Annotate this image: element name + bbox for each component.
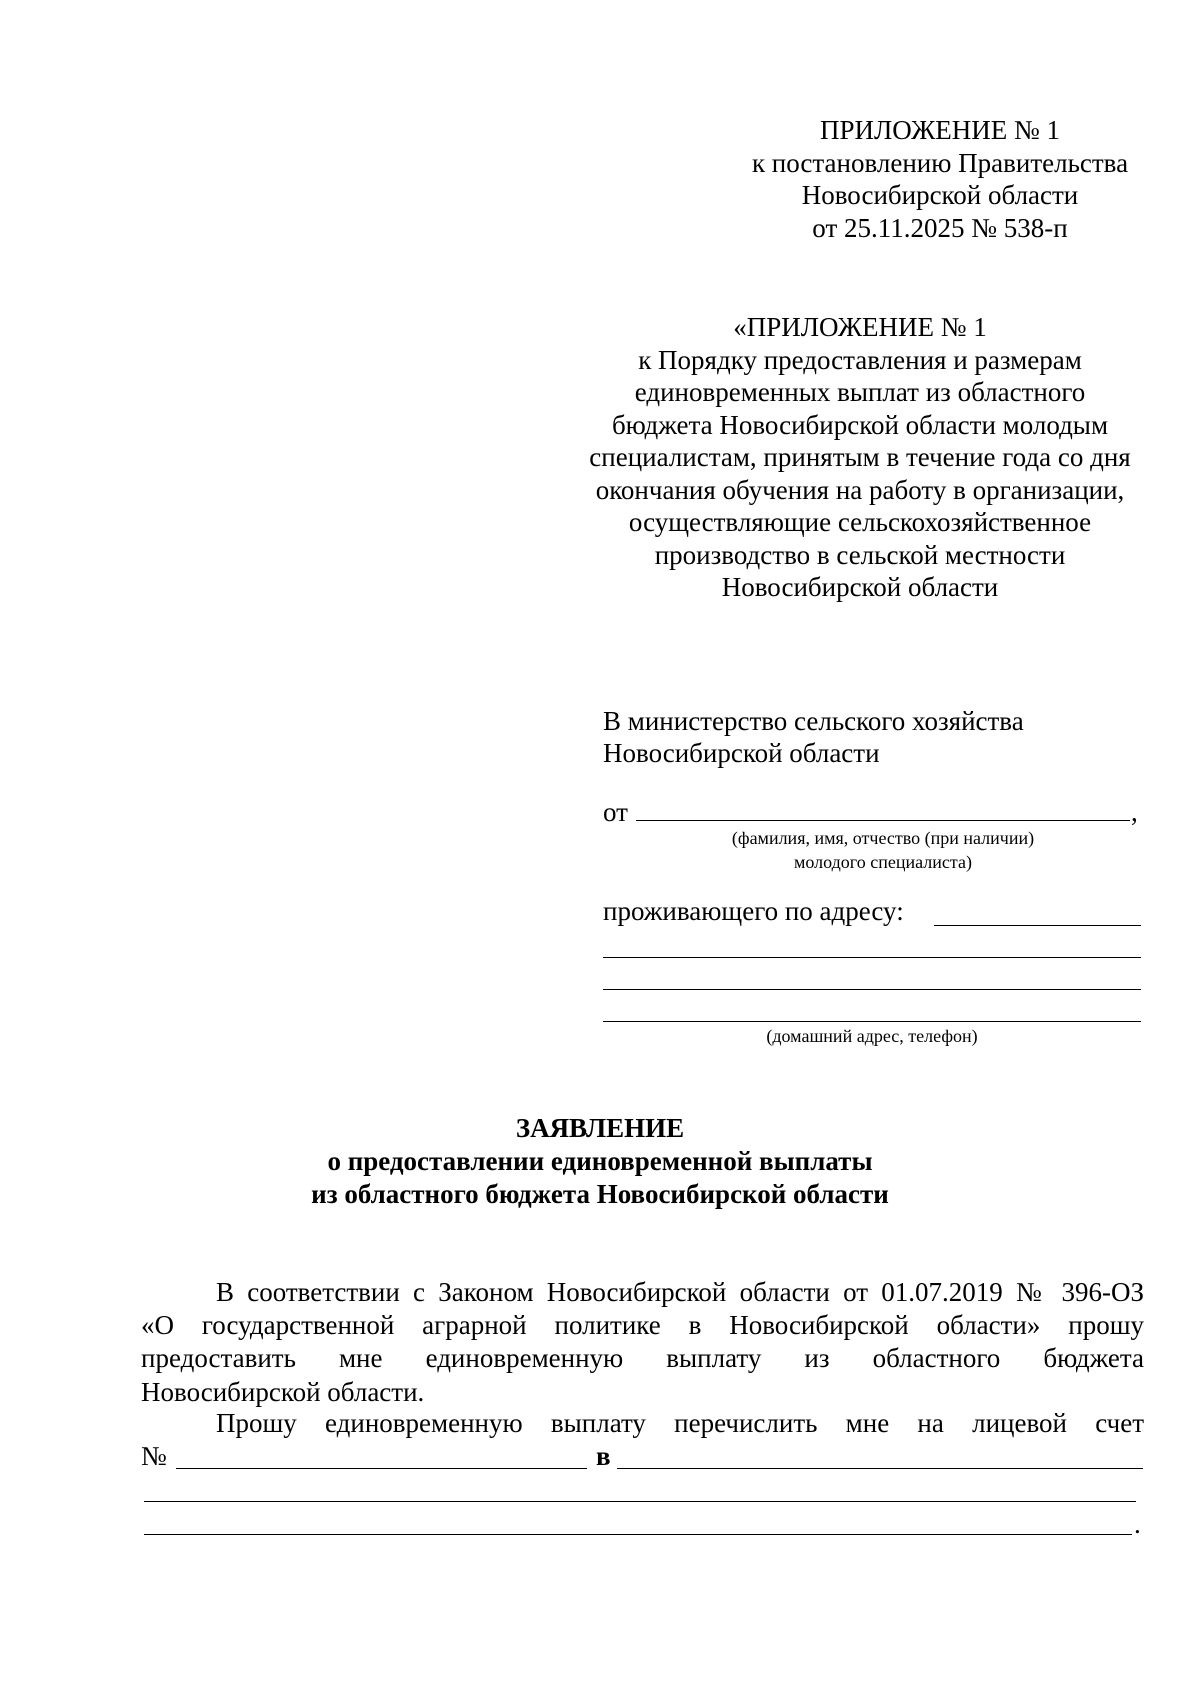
- appendix-line-1: к постановлению Правительства: [751, 147, 1129, 178]
- account-number-field[interactable]: [176, 1468, 587, 1469]
- appendix-order-line-2: единовременных выплат из областного: [634, 377, 1086, 407]
- appendix-order-title: «ПРИЛОЖЕНИЕ № 1: [733, 312, 987, 342]
- body-p1-line-2: «О государственной аграрной политике в Новосибирской области» прошу: [141, 1310, 1144, 1340]
- bank-details-field-1[interactable]: [144, 1501, 1136, 1502]
- address-field-1[interactable]: [934, 925, 1141, 926]
- address-label: проживающего по адресу:: [603, 896, 904, 926]
- address-field-2[interactable]: [603, 957, 1141, 958]
- statement-title: ЗАЯВЛЕНИЕ: [515, 1113, 685, 1143]
- addressee-line-1: В министерство сельского хозяйства: [603, 706, 1024, 736]
- appendix-line-3: от 25.11.2025 № 538-п: [812, 212, 1068, 243]
- appendix-order-line-8: Новосибирской области: [721, 572, 999, 602]
- from-hint-2: молодого специалиста): [794, 852, 972, 872]
- body-p2-line-1: Прошу единовременную выплату перечислить мне на лицевой счет: [216, 1408, 1144, 1438]
- addressee-line-2: Новосибирской области: [603, 738, 880, 768]
- appendix-order-line-1: к Порядку предоставления и размерам: [638, 344, 1082, 375]
- body-p1-line-3: предоставить мне единовременную выплату из областного бюджета: [141, 1343, 1144, 1373]
- appendix-line-2: Новосибирской области: [801, 180, 1079, 210]
- appendix-order-line-5: окончания обучения на работу в организации,: [595, 474, 1125, 505]
- statement-subtitle-1: о предоставлении единовременной выплаты: [327, 1146, 873, 1176]
- appendix-title: ПРИЛОЖЕНИЕ № 1: [819, 115, 1061, 145]
- from-comma: ,: [1131, 797, 1138, 827]
- appendix-order-line-4: специалистам, принятым в течение года со дня: [589, 442, 1131, 472]
- bank-name-field[interactable]: [617, 1468, 1143, 1469]
- address-field-4[interactable]: [603, 1021, 1141, 1022]
- from-hint-1: (фамилия, имя, отчество (при наличии): [731, 828, 1035, 848]
- bank-details-period: .: [1134, 1509, 1141, 1539]
- statement-subtitle-2: из областного бюджета Новосибирской области: [311, 1179, 889, 1209]
- body-p1-line-4: Новосибирской области.: [141, 1377, 425, 1407]
- address-field-3[interactable]: [603, 989, 1141, 990]
- appendix-order-line-6: осуществляющие сельскохозяйственное: [628, 507, 1092, 537]
- account-number-label: №: [141, 1441, 167, 1471]
- appendix-header: [740, 114, 1140, 244]
- bank-details-field-2[interactable]: [144, 1534, 1132, 1535]
- from-name-field[interactable]: [636, 820, 1130, 821]
- appendix-order-line-7: производство в сельской местности: [654, 539, 1066, 570]
- appendix-order-header: [560, 311, 1160, 604]
- address-hint: (домашний адрес, телефон): [766, 1026, 978, 1046]
- from-label: от: [603, 797, 628, 827]
- body-p1-line-1: В соответствии с Законом Новосибирской области от 01.07.2019 № 396-ОЗ: [216, 1277, 1144, 1307]
- bank-label: в: [596, 1441, 611, 1471]
- appendix-order-line-3: бюджета Новосибирской области молодым: [611, 409, 1109, 440]
